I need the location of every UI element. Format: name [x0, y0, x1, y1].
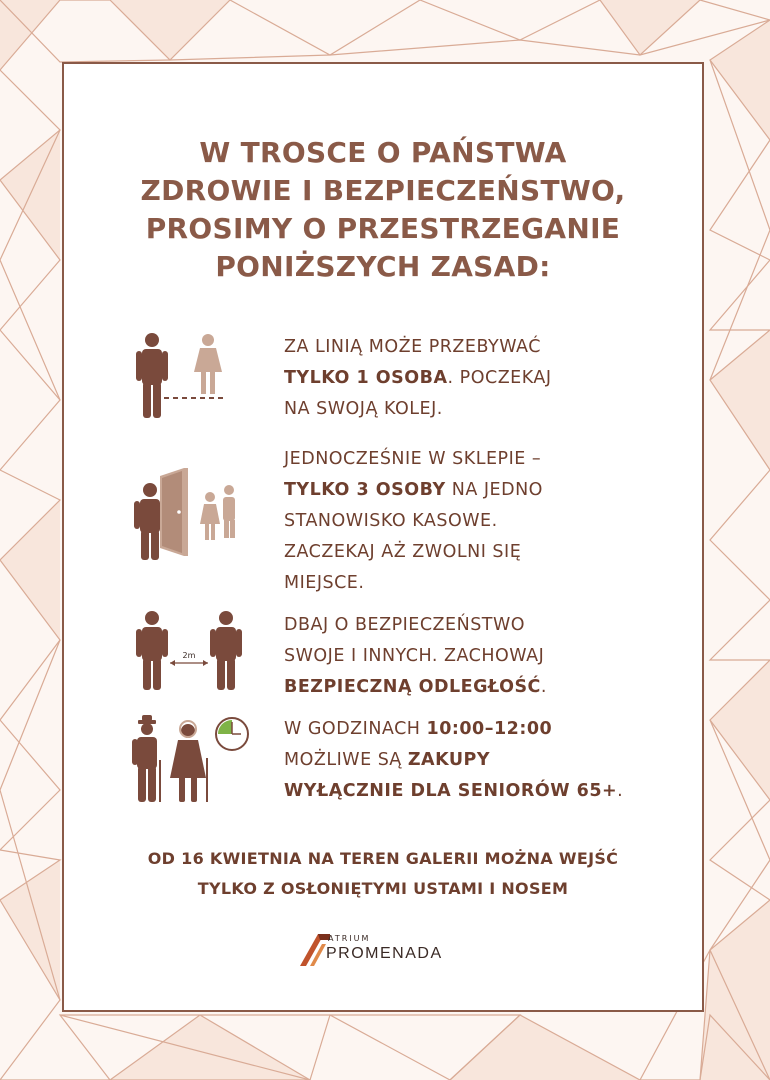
rule-text	[284, 332, 684, 425]
rule-line	[284, 475, 684, 506]
rule-highlight: TYLKO 3 OSOBY	[284, 480, 446, 500]
page-title	[64, 134, 702, 286]
rule-line	[284, 363, 684, 394]
rule-line	[284, 714, 684, 745]
rule-line: ZA LINIĄ MOŻE PRZEBYWAĆ	[284, 337, 541, 357]
rule-line: DBAJ O BEZPIECZEŃSTWO	[284, 615, 526, 635]
rule-line: JEDNOCZEŚNIE W SKLEPIE –	[284, 449, 542, 469]
rule-line	[284, 745, 684, 776]
rule-highlight: ZAKUPY	[407, 750, 491, 770]
rule-line: STANOWISKO KASOWE.	[284, 511, 498, 531]
mask-notice	[64, 844, 702, 904]
rule-line-rest: . POCZEKAJ	[447, 368, 552, 388]
safe-distance-icon	[130, 610, 250, 695]
rule-highlight: TYLKO 1 OSOBA	[284, 368, 448, 388]
rule-line-rest: .	[540, 677, 547, 697]
logo-big-text: PROMENADA	[326, 945, 443, 962]
logo-small-text: ATRIUM	[328, 934, 371, 943]
rule-line	[284, 672, 684, 703]
footer-line: OD 16 KWIETNIA NA TEREN GALERII MOŻNA WEJŚĆ	[147, 849, 619, 868]
rule-highlight: 10:00–12:00	[426, 719, 553, 739]
rule-line-pre: MOŻLIWE SĄ	[284, 750, 408, 770]
title-line: PONIŻSZYCH ZASAD:	[215, 250, 551, 283]
person-waiting-behind-line-icon	[130, 332, 230, 422]
rule-text	[284, 610, 684, 703]
seniors-clock-icon	[130, 714, 255, 806]
rule-text	[284, 444, 684, 599]
rule-line: SWOJE I INNYCH. ZACHOWAJ	[284, 646, 545, 666]
rule-line: MIEJSCE.	[284, 573, 365, 593]
door-people-limit-icon	[130, 444, 260, 564]
notice-card	[62, 62, 704, 1012]
rule-line: ZACZEKAJ AŻ ZWOLNI SIĘ	[284, 542, 522, 562]
title-line: W TROSCE O PAŃSTWA	[199, 136, 567, 169]
rule-line: NA SWOJĄ KOLEJ.	[284, 399, 443, 419]
rule-highlight: BEZPIECZNĄ ODLEGŁOŚĆ	[284, 677, 541, 697]
title-line: ZDROWIE I BEZPIECZEŃSTWO,	[140, 174, 626, 207]
rule-line-rest: NA JEDNO	[445, 480, 543, 500]
footer-line: TYLKO Z OSŁONIĘTYMI USTAMI I NOSEM	[197, 879, 569, 898]
rule-highlight: WYŁĄCZNIE DLA SENIORÓW 65+	[284, 781, 618, 801]
rule-line	[284, 776, 684, 807]
rule-text	[284, 714, 684, 807]
rule-line-rest: .	[617, 781, 624, 801]
atrium-promenada-logo	[298, 930, 468, 970]
rule-line-pre: W GODZINACH	[284, 719, 427, 739]
title-line: PROSIMY O PRZESTRZEGANIE	[145, 212, 621, 245]
distance-label: 2m	[182, 651, 196, 660]
